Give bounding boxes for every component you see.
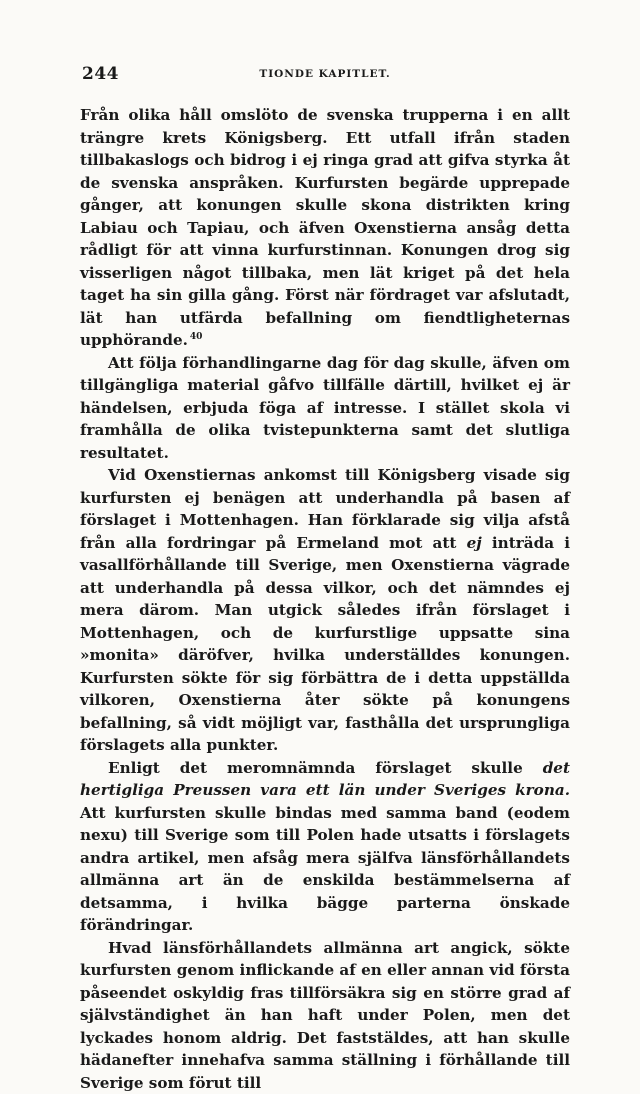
emphasis-text: ej (467, 534, 482, 552)
page-number: 244 (82, 64, 119, 84)
paragraph (80, 757, 570, 937)
emphasis-text: det hertigliga Preussen vara ett län under Sveriges krona. (80, 759, 570, 800)
paragraph-text: Enligt det meromnämnda förslaget skulle (108, 759, 543, 777)
paragraph (80, 104, 570, 352)
paragraph-text: Vid Oxenstiernas ankomst till Königsberg visade sig kurfursten ej benägen att underhandla på basen af förslaget i Mottenhagen. Han förklarade sig vilja afstå från alla fordringar på Ermeland mot att (80, 466, 570, 552)
paragraph-text: inträda i vasallförhållande till Sverige, men Oxenstierna vägrade att underhandla på dessa vilkor, och det nämndes ej mera därom. Man utgick således ifrån förslaget i Mottenhagen, och de kurfurstlige uppsatte sina »monita» däröfver, hvilka underställdes konungen. Kurfursten sökte för sig förbättra de i detta uppställda vilkoren, Oxenstierna åter sökte på konungens befallning, så vidt möjligt var, fasthålla det ursprungliga förslagets alla punkter. (80, 534, 570, 755)
paragraph-text: Att följa förhandlingarne dag för dag skulle, äfven om tillgängliga material gåfvo tillfälle därtill, hvilket ej är händelsen, erbjuda föga af intresse. I stället skola vi framhålla de olika tvistepunkterna samt det slutliga resultatet. (80, 354, 570, 462)
body-text (80, 104, 570, 1094)
paragraph-text: Att kurfursten skulle bindas med samma band (eodem nexu) till Sverige som till Polen hade utsatts i förslagets andra artikel, men afsåg mera själfva länsförhållandets allmänna art än de enskilda bestämmelserna af detsamma, i hvilka bägge parterna önskade förändringar. (80, 804, 570, 935)
book-page (80, 64, 570, 1094)
paragraph-text: Hvad länsförhållandets allmänna art angick, sökte kurfursten genom inflickande af en eller annan vid första påseendet oskyldig fras tillförsäkra sig en större grad af självständighet än han haft under Polen, men det lyckades honom aldrig. Det faststäldes, att han skulle hädanefter innehafva samma ställning i förhållande till Sverige som förut till (80, 939, 570, 1092)
footnote-reference: 40 (190, 332, 203, 342)
paragraph (80, 464, 570, 757)
paragraph (80, 937, 570, 1094)
paragraph (80, 352, 570, 465)
running-head: TIONDE KAPITLET. (80, 68, 570, 80)
page-header (80, 64, 570, 88)
paragraph-text: Från olika håll omslöto de svenska trupperna i en allt trängre krets Königsberg. Ett utfall ifrån staden tillbakaslogs och bidrog i ej ringa grad att gifva styrka åt de svenska anspråken. Kurfursten begärde upprepade gånger, att konungen skulle skona distrikten kring Labiau och Tapiau, och äfven Oxenstierna ansåg detta rådligt för att vinna kurfurstinnan. Konungen drog sig visserligen något tillbaka, men lät kriget på det hela taget ha sin gilla gång. Först när fördraget var afslutadt, lät han utfärda befallning om fiendtligheternas upphörande. (80, 106, 570, 349)
